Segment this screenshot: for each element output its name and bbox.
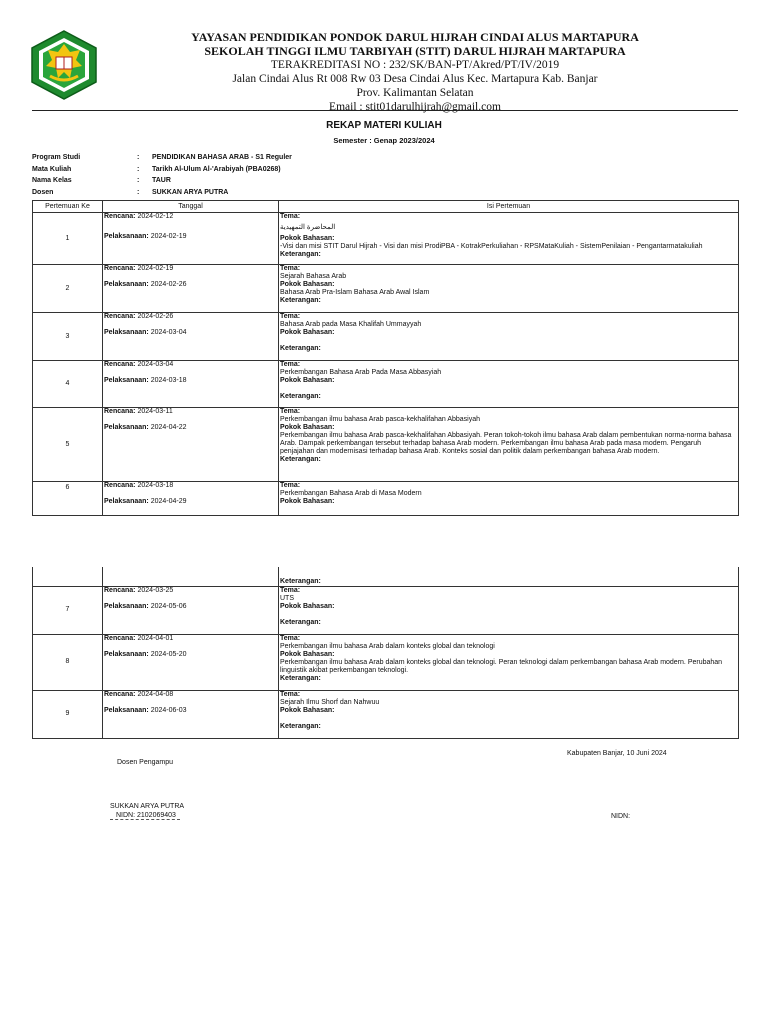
college-name: SEKOLAH TINGGI ILMU TARBIYAH (STIT) DARUL HIJRAH MARTAPURA [204,44,626,58]
pelaksanaan-date: 2024-02-19 [150,233,187,240]
row-number: 3 [33,313,103,361]
table-row [33,361,739,408]
date-cell [103,213,279,265]
pelaksanaan-label: Pelaksanaan: [104,498,149,505]
accreditation: TERAKREDITASI NO : 232/SK/BAN-PT/Akred/PT/IV/2019 [270,59,560,71]
date-cell [103,690,279,738]
pelaksanaan-date: 2024-04-29 [150,498,187,505]
table-row [33,213,739,265]
tema-value: Perkembangan Bahasa Arab Pada Masa Abbasyiah [280,369,442,376]
col-header-isi: Isi Pertemuan [279,201,739,213]
meta-label: Nama Kelas [32,177,72,185]
email: Email : stit01darulhijrah@gmail.com [329,101,501,113]
tema-label: Tema: [280,586,301,594]
pokok-value: Perkembangan ilmu bahasa Arab dalam konteks global dan teknologi. Peran teknologi dalam perkembangan bahasa Arab modern. Perubahan linguistik akibat perkembangan teknologi. [280,658,723,674]
keterangan-label: Keterangan: [280,345,321,352]
tema-value: المحاضرة التمهيدية [280,224,336,231]
tema-label: Tema: [280,361,301,368]
page-title: REKAP MATERI KULIAH [326,120,442,131]
pokok-label: Pokok Bahasan: [280,424,335,431]
date-cell [103,482,279,516]
pelaksanaan-date: 2024-03-04 [150,329,187,336]
tema-label: Tema: [280,408,301,415]
keterangan-label: Keterangan: [280,674,321,682]
tema-label: Tema: [280,482,301,489]
rencana-date: 2024-02-12 [137,213,174,220]
rencana-date: 2024-03-25 [137,586,174,594]
content-cell [279,567,739,586]
meta-colon: : [137,177,140,185]
table-row [33,690,739,738]
pokok-value: Perkembangan ilmu bahasa Arab pasca-kekhalifahan Abbasiyah. Peran tokoh-tokoh ilmu bahasa Arab dalam pembentukan norma-norma bahasa Arab. Dampak perkembangan tersebut terhadap bahasa Arab modern. Perkembangan ilmu bahasa Arab pada masa modern. Pengaruh penjajahan dan modernisasi terhadap bahasa Arab. Konteks sosial dan politik dalam perkembangan bahasa Arab modern. [280,432,732,455]
row-number: 2 [33,265,103,313]
content-cell [279,690,739,738]
pelaksanaan-date: 2024-05-20 [150,650,187,658]
pelaksanaan-label: Pelaksanaan: [104,233,149,240]
pokok-label: Pokok Bahasan: [280,706,335,714]
content-cell [279,265,739,313]
pokok-label: Pokok Bahasan: [280,377,335,384]
row-number: 1 [33,213,103,265]
signer-name: SUKKAN ARYA PUTRA [110,803,185,810]
pelaksanaan-label: Pelaksanaan: [104,602,149,610]
meta-row [32,177,292,189]
meta-value: PENDIDIKAN BAHASA ARAB - S1 Reguler [152,154,292,161]
address: Jalan Cindai Alus Rt 008 Rw 03 Desa Cindai Alus Kec. Martapura Kab. Banjar [232,73,598,85]
pelaksanaan-label: Pelaksanaan: [104,377,149,384]
pelaksanaan-date: 2024-06-03 [150,706,187,714]
meta-value: Tarikh Al-Ulum Al-'Arabiyah (PBA0268) [152,165,281,173]
course-info [32,154,292,201]
content-cell [279,213,739,265]
pelaksanaan-date: 2024-04-22 [150,424,187,431]
pelaksanaan-label: Pelaksanaan: [104,650,149,658]
tema-label: Tema: [280,213,301,220]
meta-row [32,166,292,178]
nidn-right: NIDN: [611,813,631,820]
rencana-label: Rencana: [104,690,136,698]
meta-label: Mata Kuliah [32,165,72,173]
rencana-label: Rencana: [104,408,136,415]
keterangan-label: Keterangan: [280,618,321,626]
table-row [33,408,739,482]
row-number: 5 [33,408,103,482]
meta-label: Dosen [32,189,54,197]
pelaksanaan-date: 2024-05-06 [150,602,187,610]
letterhead [130,30,700,114]
row-number: 8 [33,634,103,690]
meta-value: TAUR [152,177,171,185]
table-row-continued [33,567,739,586]
tema-value: Sejarah Ilmu Shorf dan Nahwuu [280,698,380,706]
pokok-label: Pokok Bahasan: [280,281,335,288]
tema-label: Tema: [280,265,301,272]
pelaksanaan-label: Pelaksanaan: [104,281,149,288]
pelaksanaan-label: Pelaksanaan: [104,706,149,714]
keterangan-label: Keterangan: [280,393,321,400]
pokok-label: Pokok Bahasan: [280,498,335,505]
pelaksanaan-label: Pelaksanaan: [104,424,149,431]
tema-value: Perkembangan ilmu bahasa Arab pasca-kekhalifahan Abbasiyah [280,416,481,423]
col-header-tanggal: Tanggal [103,201,279,213]
rencana-label: Rencana: [104,361,136,368]
row-number-cell [33,567,103,586]
rekap-table-continued [32,567,739,739]
content-cell [279,313,739,361]
pokok-value [280,715,737,723]
pelaksanaan-date: 2024-02-26 [150,281,187,288]
rencana-label: Rencana: [104,482,136,489]
signer-nidn: NIDN: 2102069403 [110,812,180,820]
keterangan-label: Keterangan: [280,577,321,585]
rencana-date: 2024-03-18 [137,482,174,489]
date-cell [103,586,279,634]
rencana-label: Rencana: [104,586,136,594]
pokok-label: Pokok Bahasan: [280,650,335,658]
keterangan-label: Keterangan: [280,456,321,463]
col-header-pertemuan: Pertemuan Ke [33,201,103,213]
rencana-label: Rencana: [104,634,136,642]
tema-value: Bahasa Arab pada Masa Khalifah Ummayyah [280,321,422,328]
pokok-value: -Visi dan misi STIT Darul Hijrah - Visi dan misi ProdiPBA - KotrakPerkuliahan - RPSMataKuliah - SistemPenilaian - Pengantarmatakuliah [280,243,703,250]
pokok-value [280,611,737,619]
table-row [33,634,739,690]
date-cell [103,567,279,586]
meta-colon: : [137,189,140,197]
signer-role: Dosen Pengampu [117,759,174,766]
tema-value: UTS [280,594,294,602]
table-row [33,586,739,634]
pokok-label: Pokok Bahasan: [280,235,335,242]
tema-label: Tema: [280,634,301,642]
date-cell [103,408,279,482]
keterangan-label: Keterangan: [280,251,321,258]
content-cell [279,586,739,634]
pelaksanaan-label: Pelaksanaan: [104,329,149,336]
institution-logo [30,30,98,100]
rencana-date: 2024-03-11 [137,408,173,415]
row-number: 6 [65,484,70,491]
keterangan-label: Keterangan: [280,297,321,304]
semester-label: Semester : Genap 2023/2024 [333,136,435,145]
rencana-date: 2024-02-19 [137,265,174,272]
tema-value: Perkembangan Bahasa Arab di Masa Modern [280,490,422,497]
meta-value: SUKKAN ARYA PUTRA [152,189,229,197]
rencana-label: Rencana: [104,313,136,320]
rencana-label: Rencana: [104,265,136,272]
pokok-value: Bahasa Arab Pra-Islam Bahasa Arab Awal Islam [280,289,430,296]
province: Prov. Kalimantan Selatan [356,87,474,99]
meta-row [32,189,292,201]
foundation-name: YAYASAN PENDIDIKAN PONDOK DARUL HIJRAH CINDAI ALUS MARTAPURA [191,30,639,44]
meta-colon: : [137,165,140,173]
pelaksanaan-date: 2024-03-18 [150,377,187,384]
content-cell [279,361,739,408]
content-cell [279,482,739,516]
pokok-label: Pokok Bahasan: [280,602,335,610]
date-cell [103,361,279,408]
row-number: 9 [33,690,103,738]
table-row [33,482,739,516]
pokok-value [280,337,737,345]
content-cell [279,634,739,690]
row-number: 4 [33,361,103,408]
table-row [33,265,739,313]
date-cell [103,634,279,690]
tema-value: Sejarah Bahasa Arab [280,273,347,280]
content-cell [279,408,739,482]
rencana-date: 2024-04-01 [137,634,174,642]
row-number-cell [33,482,103,516]
date-cell [103,265,279,313]
rencana-date: 2024-02-26 [137,313,174,320]
rencana-date: 2024-03-04 [137,361,174,368]
table-row [33,313,739,361]
rencana-date: 2024-04-08 [137,690,174,698]
meta-colon: : [137,154,140,161]
date-cell [103,313,279,361]
pokok-value [280,385,737,393]
tema-value: Perkembangan ilmu bahasa Arab dalam konteks global dan teknologi [280,642,495,650]
tema-label: Tema: [280,690,301,698]
rencana-label: Rencana: [104,213,136,220]
keterangan-label: Keterangan: [280,722,321,730]
meta-row [32,154,292,166]
table-header-row [33,201,739,213]
header-divider [32,110,738,111]
pokok-label: Pokok Bahasan: [280,329,335,336]
row-number: 7 [33,586,103,634]
place-date: Kabupaten Banjar, 10 Juni 2024 [567,750,667,757]
rekap-table [32,200,739,516]
tema-label: Tema: [280,313,301,320]
meta-label: Program Studi [32,154,81,161]
